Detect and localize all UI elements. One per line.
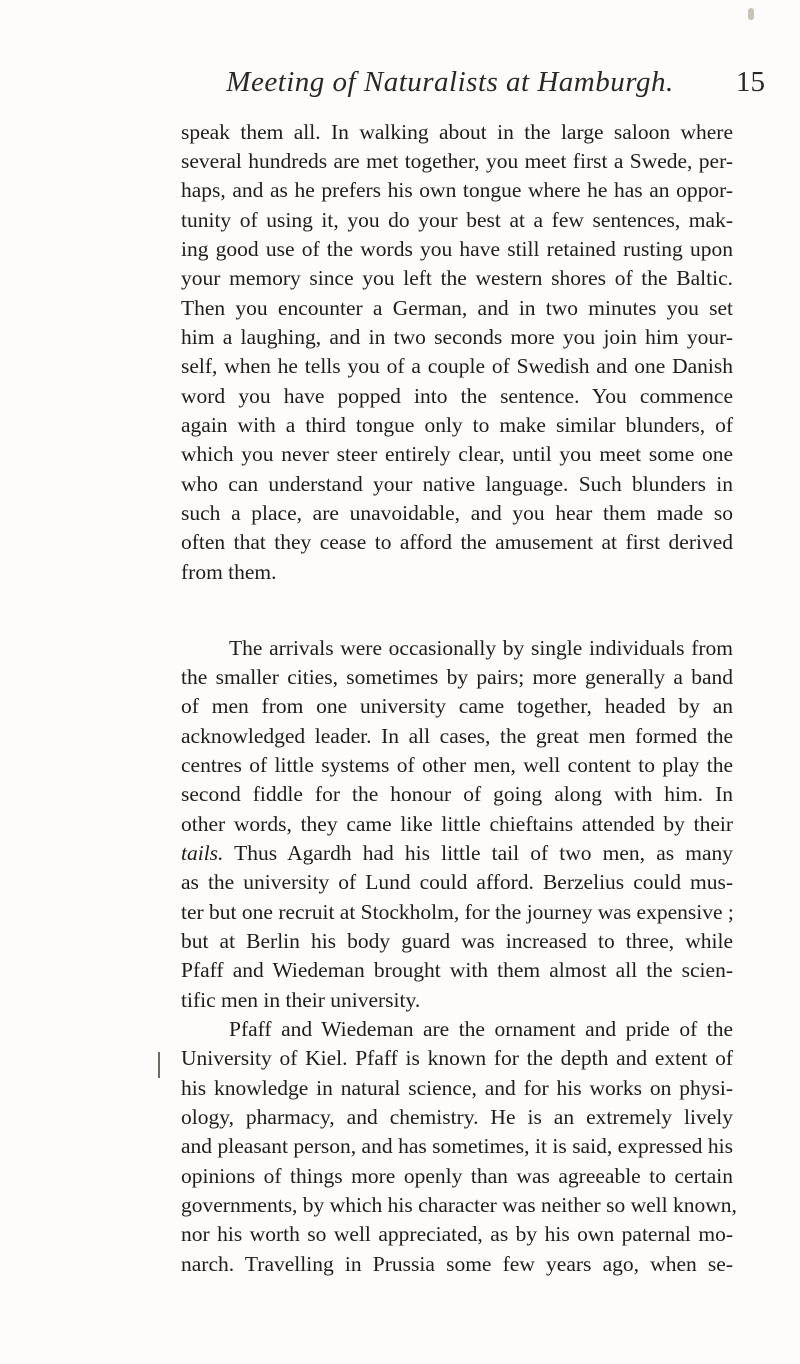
page-number: 15 xyxy=(736,66,765,98)
text-line: your memory since you left the western shores of the Baltic. xyxy=(181,266,733,290)
text-line: Then you encounter a German, and in two minutes you set xyxy=(181,296,733,320)
text-line: acknowledged leader. In all cases, the great men formed the xyxy=(181,724,733,748)
margin-mark xyxy=(158,1052,160,1078)
text-line: often that they cease to afford the amusement at first derived xyxy=(181,530,733,554)
text-line: him a laughing, and in two seconds more you join him your- xyxy=(181,325,733,349)
text-line: Pfaff and Wiedeman are the ornament and pride of the xyxy=(229,1017,733,1041)
text-line: from them. xyxy=(181,560,277,584)
text-line: which you never steer entirely clear, until you meet some one xyxy=(181,442,733,466)
text-line: governments, by which his character was neither so well known, xyxy=(181,1193,737,1217)
text-line: haps, and as he prefers his own tongue where he has an oppor- xyxy=(181,178,733,202)
text-line: narch. Travelling in Prussia some few years ago, when se- xyxy=(181,1252,733,1276)
text-line: who can understand your native language. Such blunders in xyxy=(181,472,733,496)
text-line: as the university of Lund could afford. Berzelius could mus- xyxy=(181,870,733,894)
text-line: tific men in their university. xyxy=(181,988,421,1012)
text-line: word you have popped into the sentence. You commence xyxy=(181,384,733,408)
text-line: ter but one recruit at Stockholm, for the journey was expensive ; xyxy=(181,900,734,924)
text-line: centres of little systems of other men, well content to play the xyxy=(181,753,733,777)
paper-stain xyxy=(748,8,754,20)
text-line: nor his worth so well appreciated, as by his own paternal mo- xyxy=(181,1222,733,1246)
text-line: and pleasant person, and has sometimes, it is said, expressed his xyxy=(181,1134,733,1158)
text-line: his knowledge in natural science, and for his works on physi- xyxy=(181,1076,733,1100)
text-line: the smaller cities, sometimes by pairs; more generally a band xyxy=(181,665,733,689)
text-line: of men from one university came together, headed by an xyxy=(181,694,733,718)
text-line: ology, pharmacy, and chemistry. He is an extremely lively xyxy=(181,1105,733,1129)
text-line: second fiddle for the honour of going along with him. In xyxy=(181,782,733,806)
text-line: but at Berlin his body guard was increased to three, while xyxy=(181,929,733,953)
text-line: again with a third tongue only to make similar blunders, of xyxy=(181,413,733,437)
italic-word: tails. xyxy=(181,841,224,865)
text-line: speak them all. In walking about in the large saloon where xyxy=(181,120,733,144)
text-line: opinions of things more openly than was agreeable to certain xyxy=(181,1164,733,1188)
text-line: tunity of using it, you do your best at a few sentences, mak- xyxy=(181,208,733,232)
text-line: such a place, are unavoidable, and you hear them made so xyxy=(181,501,733,525)
text-line: ing good use of the words you have still retained rusting upon xyxy=(181,237,733,261)
text-line: tails. Thus Agardh had his little tail of two men, as many xyxy=(181,841,733,865)
running-title: Meeting of Naturalists at Hamburgh. xyxy=(226,66,674,98)
text-line: University of Kiel. Pfaff is known for the depth and extent of xyxy=(181,1046,733,1070)
text-line: other words, they came like little chieftains attended by their xyxy=(181,812,733,836)
text-line: The arrivals were occasionally by single individuals from xyxy=(229,636,733,660)
text-line: Pfaff and Wiedeman brought with them almost all the scien- xyxy=(181,958,733,982)
text-line: self, when he tells you of a couple of Swedish and one Danish xyxy=(181,354,733,378)
text-line: several hundreds are met together, you meet first a Swede, per- xyxy=(181,149,733,173)
